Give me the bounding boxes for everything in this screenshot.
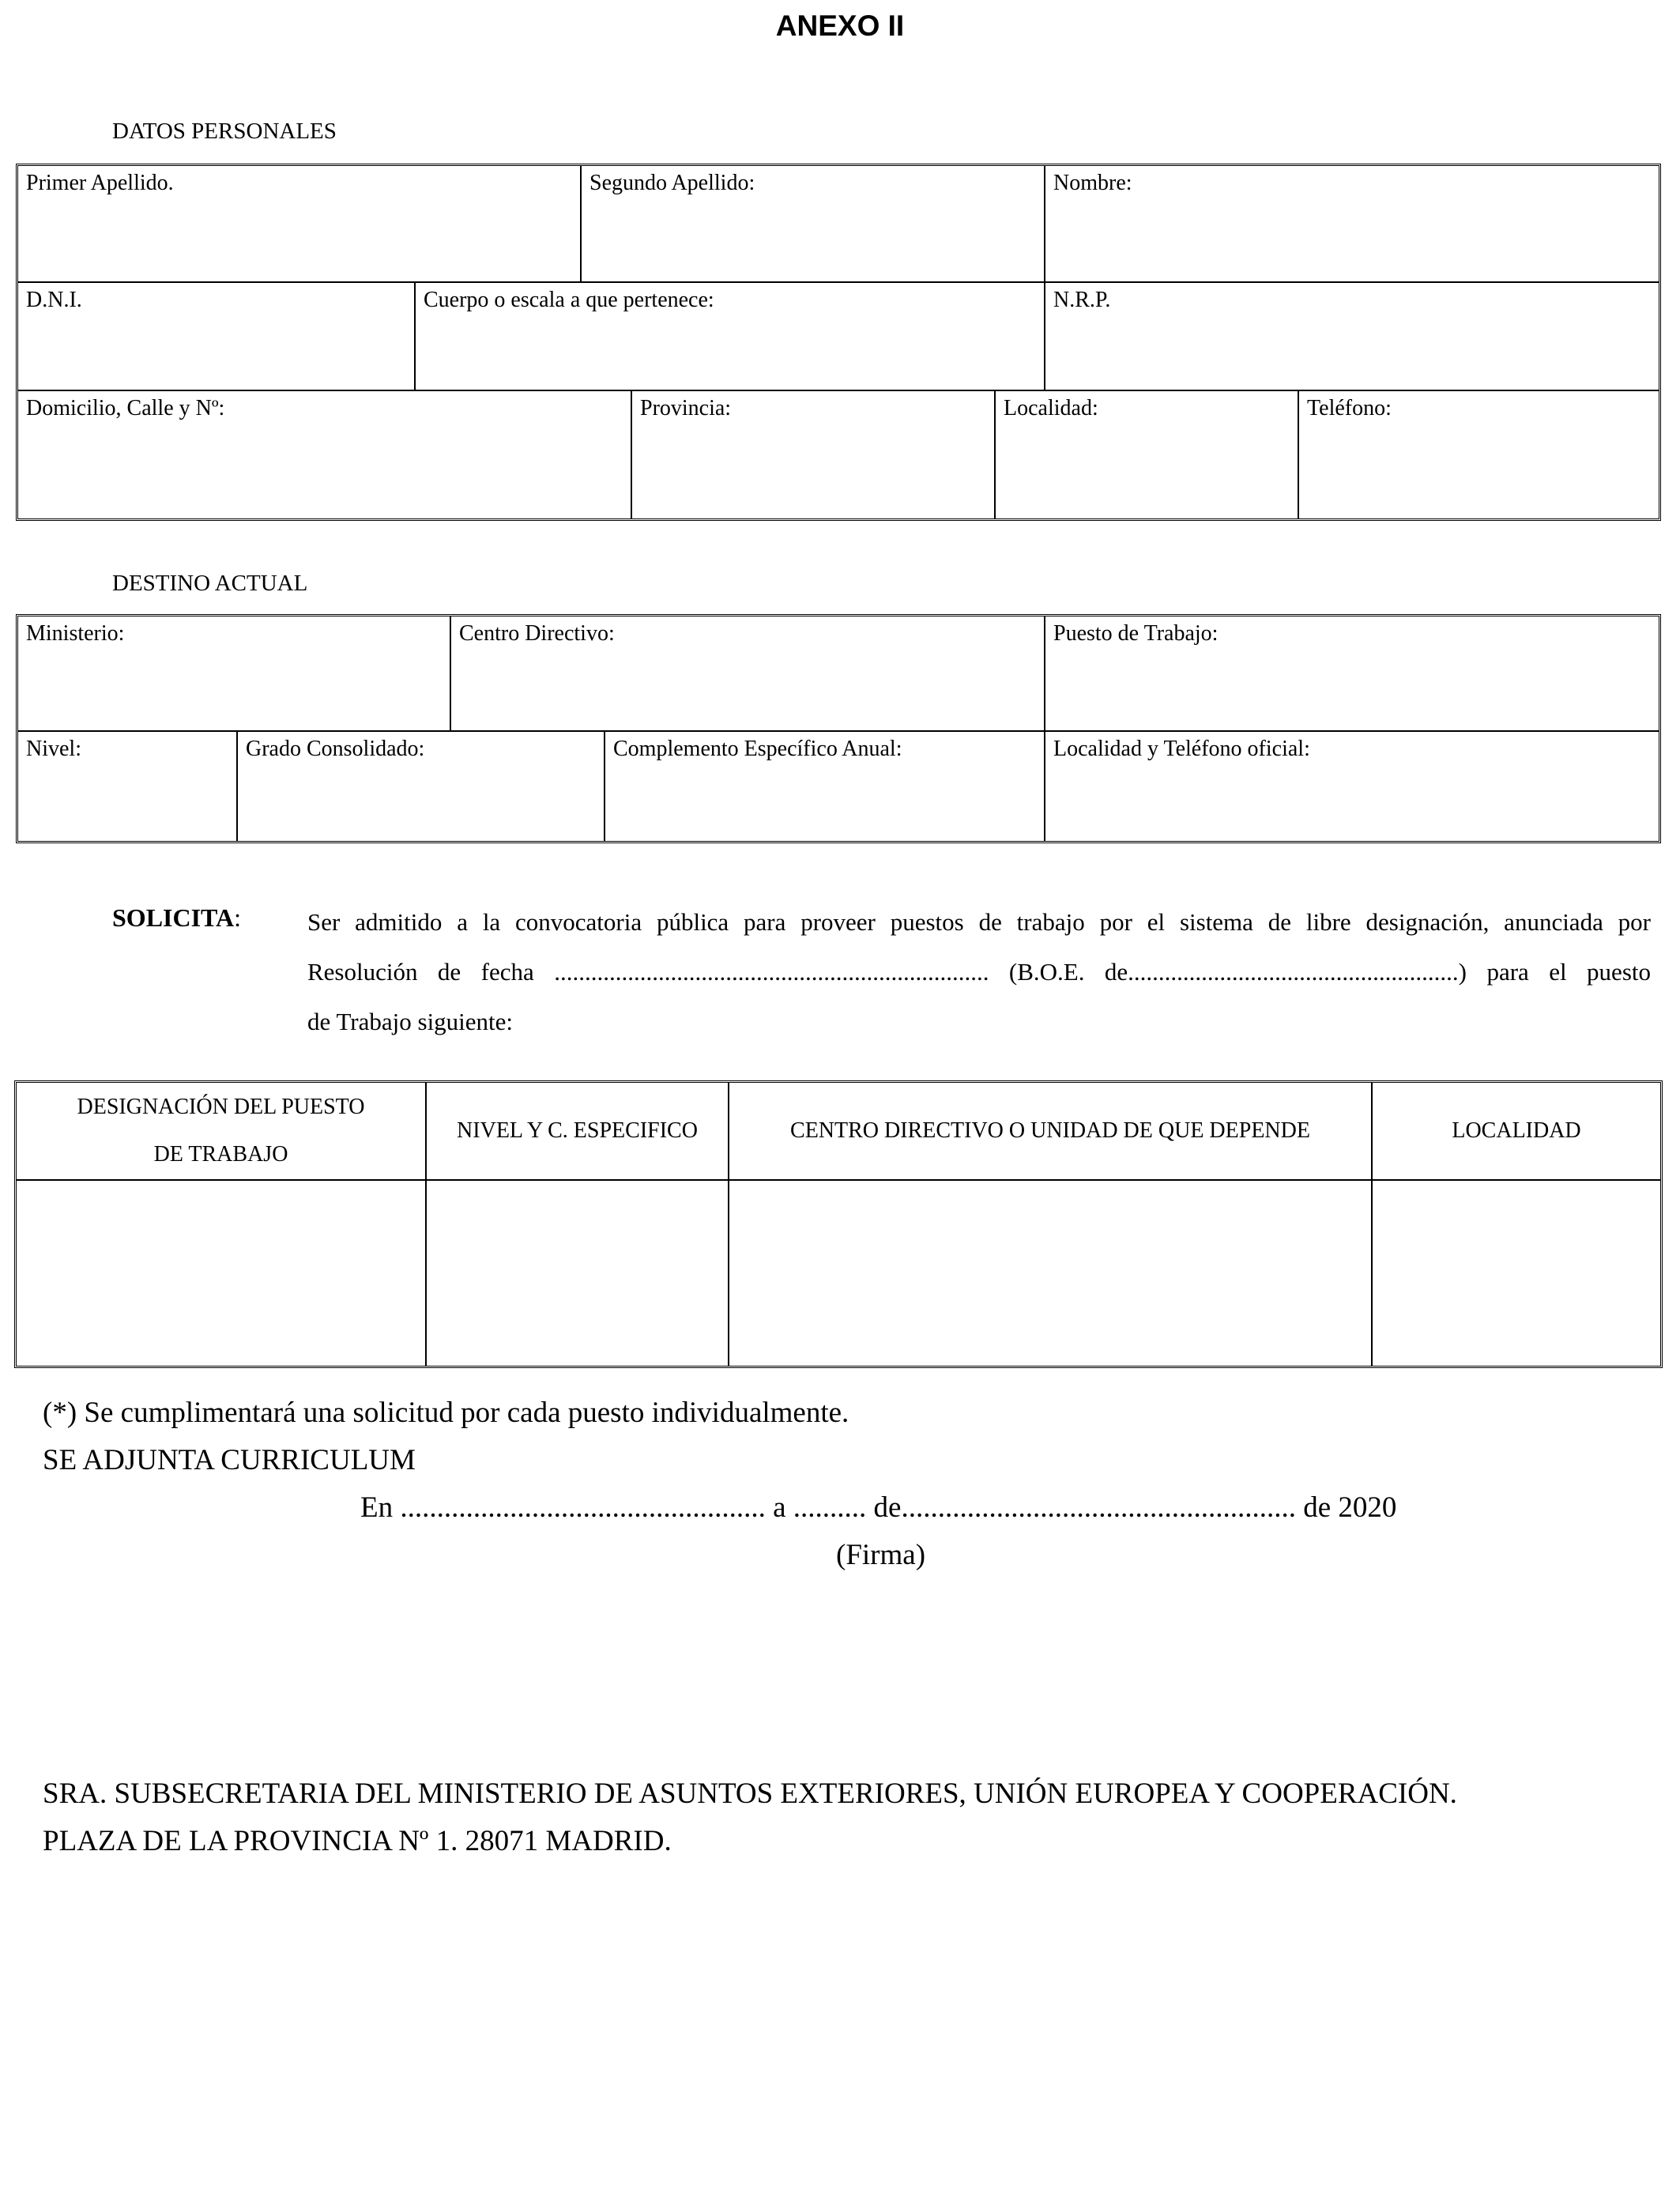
cuerpo-escala-field[interactable] — [416, 283, 1045, 390]
destino-row-1 — [18, 616, 1659, 732]
centro-directivo-field[interactable] — [451, 616, 1045, 730]
attachment-text: SE ADJUNTA CURRICULUM — [43, 1444, 416, 1476]
field-label: Ministerio: — [26, 621, 125, 646]
localidad-input-cell[interactable] — [1372, 1180, 1660, 1366]
positions-entry-row — [17, 1180, 1660, 1366]
field-label: Puesto de Trabajo: — [1053, 621, 1219, 646]
field-label: Cuerpo o escala a que pertenece: — [424, 288, 714, 312]
localidad-field[interactable] — [996, 391, 1299, 518]
field-label: Domicilio, Calle y Nº: — [26, 396, 225, 420]
nivel-especifico-input-cell[interactable] — [426, 1180, 729, 1366]
solicita-line-2: Resolución de fecha ....................................................................... (B.O.E. de......................................................) para el puesto — [307, 958, 1651, 986]
designacion-header-line-2: DE TRABAJO — [153, 1142, 288, 1167]
dni-field[interactable] — [18, 283, 416, 390]
field-label: Nombre: — [1053, 171, 1132, 195]
solicita-label-wrap — [112, 903, 241, 933]
field-label: Grado Consolidado: — [246, 737, 425, 761]
positions-header-row — [17, 1083, 1660, 1180]
puesto-trabajo-field[interactable] — [1045, 616, 1659, 730]
complemento-especifico-field[interactable] — [605, 732, 1045, 841]
solicita-line-3: de Trabajo siguiente: — [307, 1008, 514, 1035]
datos-row-2 — [18, 283, 1659, 391]
field-label: Centro Directivo: — [459, 621, 615, 646]
localidad-header: LOCALIDAD — [1372, 1083, 1660, 1180]
solicita-label: SOLICITA — [112, 903, 235, 932]
field-label: Localidad y Teléfono oficial: — [1053, 737, 1310, 761]
field-label: Primer Apellido. — [26, 171, 174, 195]
destino-row-2 — [18, 732, 1659, 841]
place-date-line[interactable]: En .................................................. a .......... de...................................................... de 2020 — [360, 1491, 1397, 1524]
document-title: ANEXO II — [775, 9, 905, 42]
segundo-apellido-field[interactable] — [582, 166, 1045, 281]
field-label: Segundo Apellido: — [590, 171, 755, 195]
ministerio-field[interactable] — [18, 616, 451, 730]
nivel-especifico-header: NIVEL Y C. ESPECIFICO — [426, 1083, 729, 1180]
addressee-line-2: PLAZA DE LA PROVINCIA Nº 1. 28071 MADRID. — [43, 1825, 672, 1857]
addressee-line-1: SRA. SUBSECRETARIA DEL MINISTERIO DE ASUNTOS EXTERIORES, UNIÓN EUROPEA Y COOPERACIÓN. — [43, 1777, 1457, 1810]
field-label: Nivel: — [26, 737, 81, 761]
datos-personales-heading: DATOS PERSONALES — [112, 119, 337, 144]
primer-apellido-field[interactable] — [18, 166, 582, 281]
field-label: Localidad: — [1004, 396, 1098, 420]
nivel-field[interactable] — [18, 732, 238, 841]
field-label: Teléfono: — [1307, 396, 1392, 420]
note-text: (*) Se cumplimentará una solicitud por cada puesto individualmente. — [43, 1397, 849, 1429]
datos-personales-box — [16, 164, 1661, 521]
designacion-header-line-1: DESIGNACIÓN DEL PUESTO — [77, 1095, 365, 1119]
positions-table-box — [14, 1080, 1663, 1368]
centro-directivo-input-cell[interactable] — [729, 1180, 1372, 1366]
solicita-colon: : — [234, 903, 242, 932]
positions-table — [17, 1083, 1660, 1366]
localidad-telefono-oficial-field[interactable] — [1045, 732, 1659, 841]
nombre-field[interactable] — [1045, 166, 1659, 281]
solicita-text — [307, 897, 1651, 1046]
solicita-line-1: Ser admitido a la convocatoria pública para proveer puestos de trabajo por el sistema de libre designación, anunciada por — [307, 908, 1651, 936]
domicilio-field[interactable] — [18, 391, 632, 518]
telefono-field[interactable] — [1299, 391, 1659, 518]
grado-consolidado-field[interactable] — [238, 732, 605, 841]
designacion-header — [17, 1083, 426, 1180]
field-label: Provincia: — [640, 396, 732, 420]
datos-row-1 — [18, 166, 1659, 283]
signature-label: (Firma) — [836, 1539, 926, 1571]
datos-row-3 — [18, 391, 1659, 518]
provincia-field[interactable] — [632, 391, 996, 518]
field-label: D.N.I. — [26, 288, 82, 312]
centro-directivo-header: CENTRO DIRECTIVO O UNIDAD DE QUE DEPENDE — [729, 1083, 1372, 1180]
destino-actual-box — [16, 614, 1661, 843]
nrp-field[interactable] — [1045, 283, 1659, 390]
designacion-input-cell[interactable] — [17, 1180, 426, 1366]
field-label: Complemento Específico Anual: — [613, 737, 902, 761]
field-label: N.R.P. — [1053, 288, 1111, 312]
destino-actual-heading: DESTINO ACTUAL — [112, 571, 308, 596]
